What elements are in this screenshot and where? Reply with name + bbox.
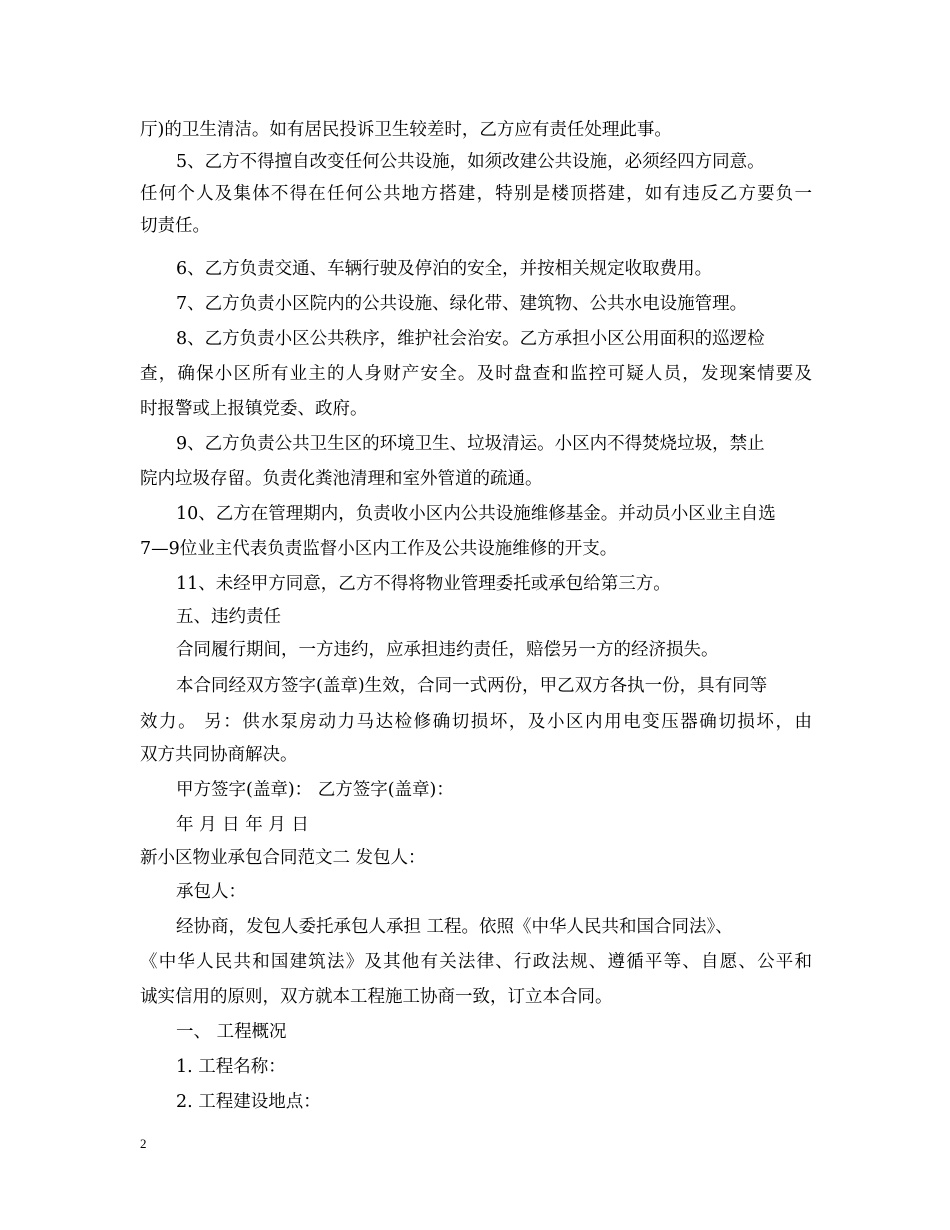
section-heading: 一、 工程概况 (176, 1022, 287, 1042)
text-line: 院内垃圾存留。负责化粪池清理和室外管道的疏通。 (140, 469, 543, 489)
text-line: 查，确保小区所有业主的人身财产安全。及时盘查和监控可疑人员，发现案情要及 (140, 364, 812, 384)
text-line: 承包人： (176, 882, 246, 902)
text-line: 《中华人民共和国建筑法》及其他有关法律、行政法规、遵循平等、自愿、公平和 (140, 952, 812, 972)
text-line: 1. 工程名称： (176, 1057, 286, 1077)
text-line: 时报警或上报镇党委、政府。 (140, 399, 368, 419)
text-line: 合同履行期间，一方违约，应承担违约责任，赔偿另一方的经济损失。 (176, 640, 719, 660)
text-line: 效力。 另：供水泵房动力马达检修确切损坏，及小区内用电变压器确切损坏，由 (140, 712, 812, 732)
text-line: 10、乙方在管理期内，负责收小区内公共设施维修基金。并动员小区业主自选 (176, 504, 776, 524)
text-line: 7、乙方负责小区院内的公共设施、绿化带、建筑物、公共水电设施管理。 (176, 294, 748, 314)
text-line: 诚实信用的原则，双方就本工程施工协商一致，订立本合同。 (140, 987, 613, 1007)
page-number: 2 (140, 1136, 147, 1151)
text-line: 厅)的卫生清洁。如有居民投诉卫生较差时，乙方应有责任处理此事。 (140, 120, 672, 140)
text-line: 8、乙方负责小区公共秩序，维护社会治安。乙方承担小区公用面积的巡逻检 (176, 329, 765, 349)
signature-line: 甲方签字(盖章)： 乙方签字(盖章)： (176, 780, 454, 800)
text-line: 7—9位业主代表负责监督小区内工作及公共设施维修的开支。 (140, 539, 618, 559)
contract-title-line: 新小区物业承包合同范文二 发包人： (140, 848, 426, 868)
text-line: 2. 工程建设地点： (176, 1092, 321, 1112)
text-line: 双方共同协商解决。 (140, 745, 298, 765)
text-line: 5、乙方不得擅自改变任何公共设施，如须改建公共设施，必须经四方同意。 (176, 152, 765, 172)
text-line: 本合同经双方签字(盖章)生效，合同一式两份，甲乙双方各执一份，具有同等 (176, 676, 768, 696)
text-line: 9、乙方负责公共卫生区的环境卫生、垃圾清运。小区内不得焚烧垃圾，禁止 (176, 434, 765, 454)
text-line: 切责任。 (140, 216, 210, 236)
text-line: 6、乙方负责交通、车辆行驶及停泊的安全，并按相关规定收取费用。 (176, 259, 713, 279)
text-line: 经协商，发包人委托承包人承担 工程。依照《中华人民共和国合同法》、 (176, 917, 733, 937)
section-heading: 五、违约责任 (176, 607, 281, 627)
date-line: 年 月 日 年 月 日 (176, 815, 309, 835)
text-line: 任何个人及集体不得在任何公共地方搭建，特别是楼顶搭建，如有违反乙方要负一 (140, 184, 812, 204)
text-line: 11、未经甲方同意，乙方不得将物业管理委托或承包给第三方。 (176, 574, 671, 594)
